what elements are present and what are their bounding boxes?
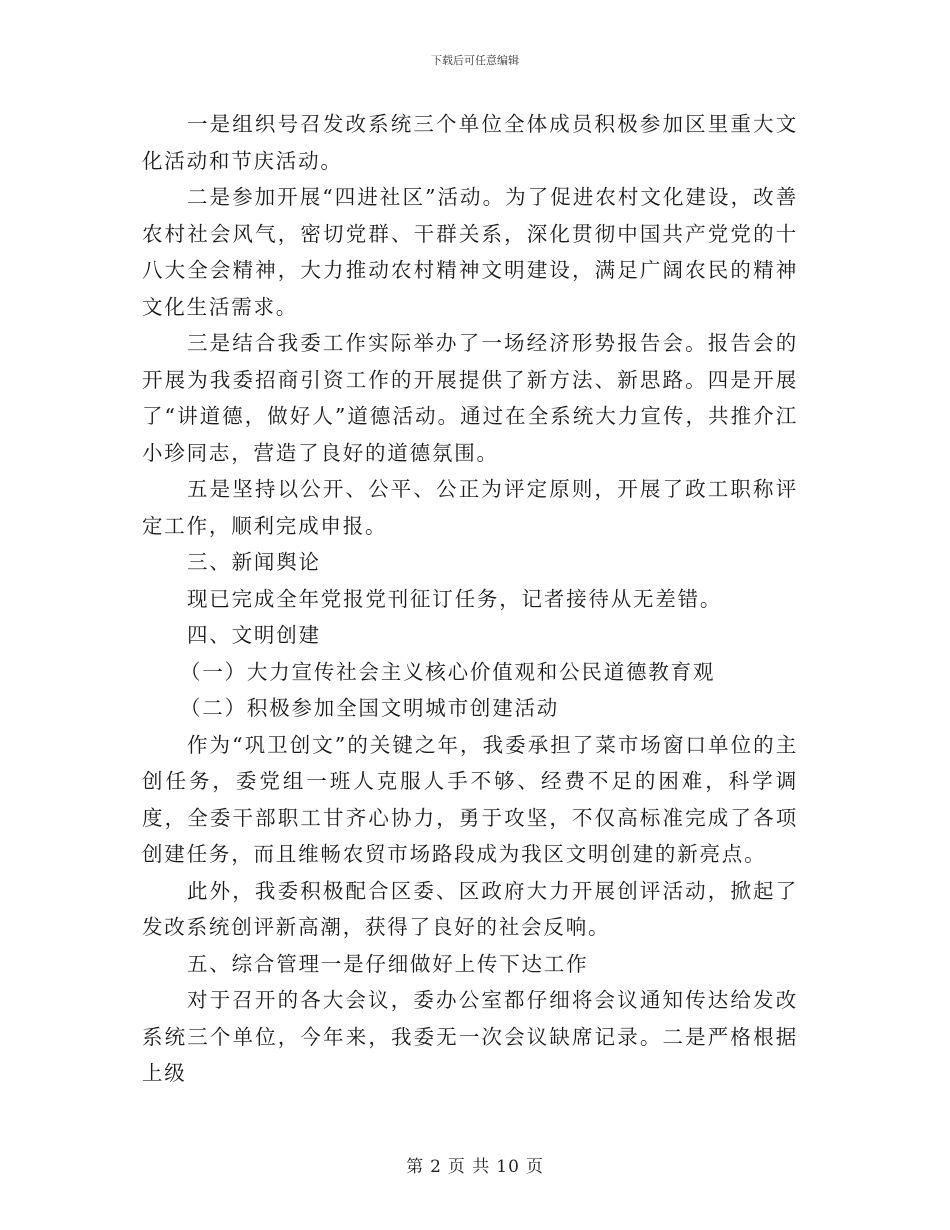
footer-page-number: 2: [430, 1157, 442, 1177]
paragraph-8: 对于召开的各大会议，委办公室都仔细将会议通知传达给发改系统三个单位，今年来，我委无一次会议缺席记录。二是严格根据上级: [142, 988, 798, 1085]
page-footer: [0, 1152, 950, 1177]
paragraph-3: 三是结合我委工作实际举办了一场经济形势报告会。报告会的开展为我委招商引资工作的开展提供了新方法、新思路。四是开展了“讲道德，做好人”道德活动。通过在全系统大力宣传，共推介江小珍同志，营造了良好的道德氛围。: [142, 331, 798, 465]
paragraph-1: 一是组织号召发改系统三个单位全体成员积极参加区里重大文化活动和节庆活动。: [142, 112, 798, 173]
section-heading-civilization: 四、文明创建: [187, 623, 321, 647]
paragraph-4: 五是坚持以公开、公平、公正为评定原则，开展了政工职称评定工作，顺利完成申报。: [142, 477, 798, 538]
section-heading-news: 三、新闻舆论: [187, 550, 321, 574]
paragraph-6: 作为“巩卫创文”的关键之年，我委承担了菜市场窗口单位的主创任务，委党组一班人克服人手不够、经费不足的困难，科学调度，全委干部职工甘齐心协力，勇于攻坚，不仅高标准完成了各项创建任务，而且维畅农贸市场路段成为我区文明创建的新亮点。: [142, 732, 798, 866]
footer-total-pages: 10: [496, 1157, 520, 1177]
document-body: [142, 106, 798, 1092]
section-heading-management: 五、综合管理一是仔细做好上传下达工作: [187, 951, 589, 976]
paragraph-7: 此外，我委积极配合区委、区政府大力开展创评活动，掀起了发改系统创评新高潮，获得了良好的社会反响。: [142, 878, 798, 939]
footer-prefix: 第: [406, 1157, 425, 1177]
paragraph-2: 二是参加开展“四进社区”活动。为了促进农村文化建设，改善农村社会风气，密切党群、干群关系，深化贯彻中国共产党党的十八大全会精神，大力推动农村精神文明建设，满足广阔农民的精神文化生活需求。: [142, 185, 798, 319]
subheading-2: （二）积极参加全国文明城市创建活动: [180, 696, 560, 720]
footer-middle: 页 共: [447, 1157, 491, 1177]
page-header: 下载后可任意编辑: [431, 54, 519, 67]
paragraph-5: 现已完成全年党报党刊征订任务，记者接待从无差错。: [187, 586, 723, 611]
footer-suffix: 页: [525, 1157, 544, 1177]
subheading-1: （一）大力宣传社会主义核心价值观和公民道德教育观: [180, 659, 716, 684]
